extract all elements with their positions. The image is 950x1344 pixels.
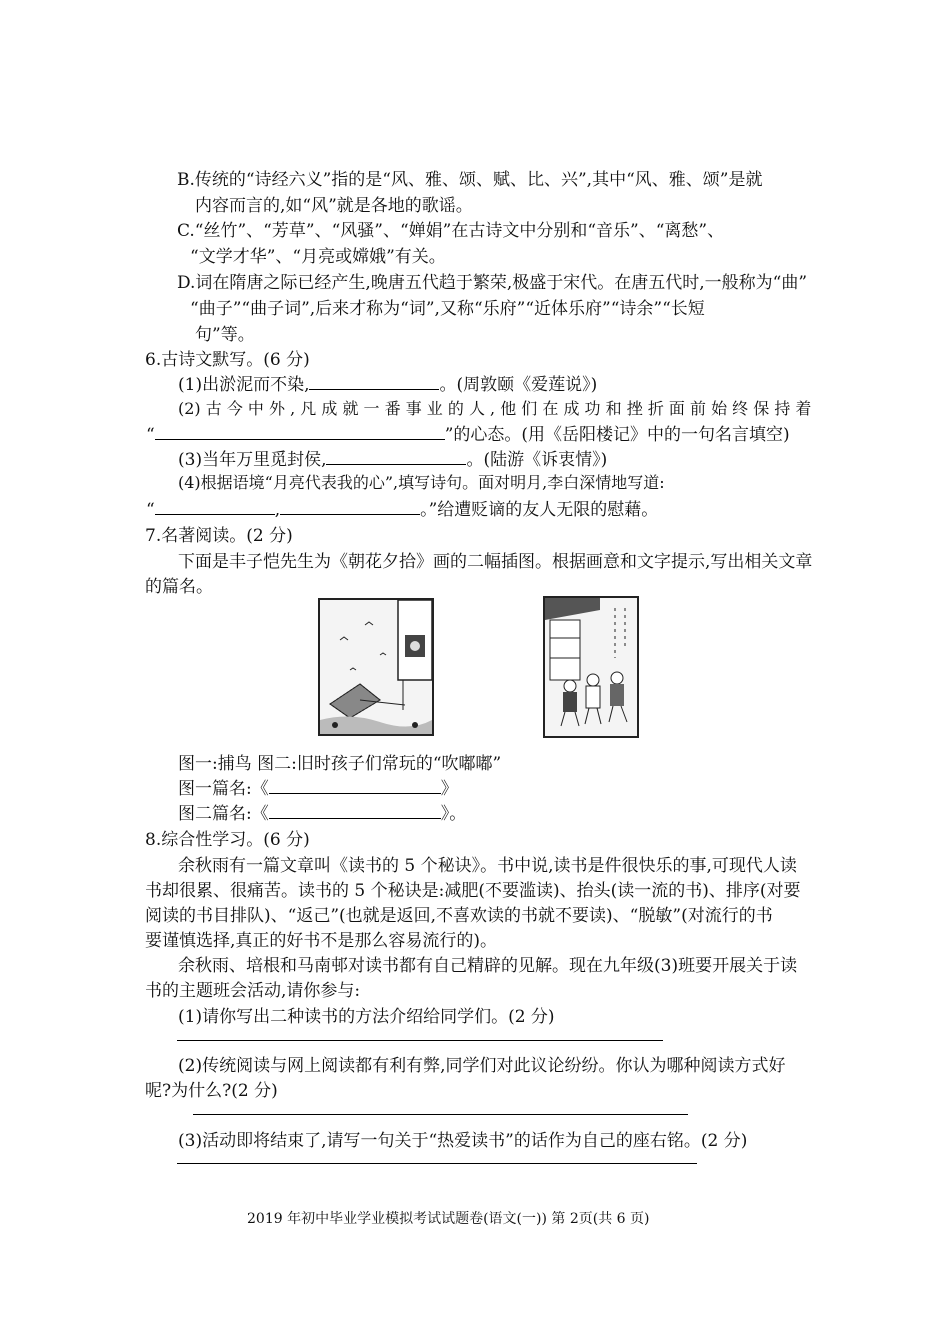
option-d-line2: “曲子”“曲子词”,后来才称为“词”,又称“乐府”“近体乐府”“诗余”“长短 [190, 299, 705, 319]
q8-sub1-answer-line[interactable] [177, 1040, 663, 1041]
q6-item1 [178, 370, 597, 395]
close-bracket: 》 [440, 779, 458, 799]
q6-item3-source: 。(陆游《诉衷情》) [466, 450, 608, 470]
q7-answer1-blank[interactable] [269, 779, 441, 794]
q6-item2-line1: (2) 古 今 中 外 , 凡 成 就 一 番 事 业 的 人 , 他 们 在 成 功 和 挫 折 面 前 始 终 保 持 着 [178, 399, 812, 418]
q6-item4-line2 [146, 495, 658, 520]
bird-catching-drawing [320, 600, 432, 734]
illustration-children-playing [543, 596, 639, 738]
option-c-line2: “文学才华”、“月亮或嫦娥”有关。 [190, 247, 446, 267]
q6-item4-line1: (4)根据语境“月亮代表我的心”,填写诗句。面对明月,李白深情地写道: [178, 473, 665, 492]
q8-sub1: (1)请你写出二种读书的方法介绍给同学们。(2 分) [178, 1007, 555, 1027]
option-d-line1: D.词在隋唐之际已经产生,晚唐五代趋于繁荣,极盛于宋代。在唐五代时,一般称为“曲” [177, 273, 808, 293]
comma: , [274, 500, 281, 520]
q7-para-line2: 的篇名。 [145, 577, 213, 597]
illustration-caption: 图一:捕鸟 图二:旧时孩子们常玩的“吹嘟嘟” [178, 754, 502, 774]
q7-para-line1: 下面是丰子恺先生为《朝花夕拾》画的二幅插图。根据画意和文字提示,写出相关文章 [178, 552, 813, 572]
q8-title: 8.综合性学习。(6 分) [145, 830, 310, 850]
open-quote: “ [146, 425, 155, 445]
option-d-line3: 句”等。 [195, 325, 255, 345]
q8-para-line6: 书的主题班会活动,请你参与: [145, 981, 361, 1001]
q8-para-line1: 余秋雨有一篇文章叫《读书的 5 个秘诀》。书中说,读书是件很快乐的事,可现代人读 [178, 856, 797, 876]
q6-item2-line2 [146, 420, 790, 445]
q8-sub3-answer-line[interactable] [177, 1163, 697, 1164]
q7-answer1 [178, 774, 458, 799]
q8-para-line2: 书却很累、很痛苦。读书的 5 个秘诀是:减肥(不要滥读)、抬头(读一流的书)、排序(对要 [145, 881, 801, 901]
q8-para-line4: 要谨慎选择,真正的好书不是那么容易流行的)。 [145, 931, 498, 951]
q8-sub3: (3)活动即将结束了,请写一句关于“热爱读书”的话作为自己的座右铭。(2 分) [178, 1131, 748, 1151]
page-footer: 2019 年初中毕业学业模拟考试试题卷(语文(一)) 第 2页(共 6 页) [247, 1211, 650, 1227]
q8-sub2-line1: (2)传统阅读与网上阅读都有利有弊,同学们对此议论纷纷。你认为哪种阅读方式好 [178, 1056, 786, 1076]
q8-para-line5: 余秋雨、培根和马南邨对读书都有自己精辟的见解。现在九年级(3)班要开展关于读 [178, 956, 798, 976]
q7-answer2 [178, 799, 466, 824]
q7-title: 7.名著阅读。(2 分) [145, 526, 293, 546]
q6-item4-tail: 。”给遭贬谪的友人无限的慰藉。 [420, 500, 659, 520]
q8-sub2-line2: 呢?为什么?(2 分) [145, 1081, 278, 1101]
q6-item1-blank[interactable] [309, 375, 439, 390]
q7-answer1-label: 图一篇名:《 [178, 779, 269, 799]
q8-sub2-answer-line[interactable] [193, 1114, 688, 1115]
q6-title: 6.古诗文默写。(6 分) [145, 350, 310, 370]
q6-item1-text: (1)出淤泥而不染, [178, 375, 310, 395]
q6-item3-text: (3)当年万里觅封侯, [178, 450, 327, 470]
q6-item3-blank[interactable] [326, 450, 466, 465]
q6-item2-source: ”的心态。(用《岳阳楼记》中的一句名言填空) [444, 425, 790, 445]
q6-item4-blank1[interactable] [155, 500, 275, 515]
illustration-catching-birds [318, 598, 434, 736]
children-playing-drawing [545, 598, 637, 736]
q6-item2-blank[interactable] [155, 425, 445, 440]
q7-answer2-blank[interactable] [269, 804, 441, 819]
close-bracket: 》。 [440, 804, 467, 824]
q6-item4-blank2[interactable] [280, 500, 420, 515]
option-b-line1: B.传统的“诗经六义”指的是“风、雅、颂、赋、比、兴”,其中“风、雅、颂”是就 [177, 170, 763, 190]
q8-para-line3: 阅读的书目排队)、“返己”(也就是返回,不喜欢读的书就不要读)、“脱敏”(对流行的书 [145, 906, 773, 926]
q7-answer2-label: 图二篇名:《 [178, 804, 269, 824]
q6-item1-source: 。(周敦颐《爱莲说》) [439, 375, 598, 395]
open-quote: “ [146, 500, 155, 520]
option-c-line1: C.“丝竹”、“芳草”、“风骚”、“婵娟”在古诗文中分别和“音乐”、“离愁”、 [177, 221, 725, 241]
option-b-line2: 内容而言的,如“风”就是各地的歌谣。 [195, 196, 473, 216]
q6-item3 [178, 445, 607, 470]
